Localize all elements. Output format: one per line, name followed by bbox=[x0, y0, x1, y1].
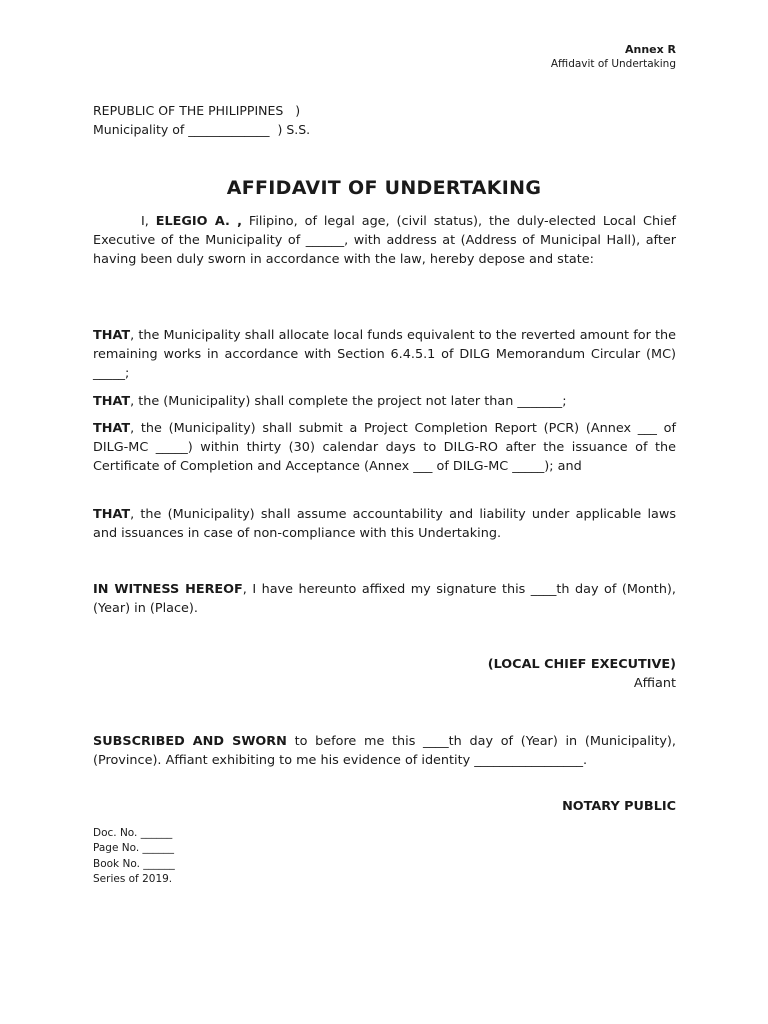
subscribed-text: to before me this ____th day of (Year) in (Municipality), (Province). Affiant exhibiting to me his evidence of identity _________________. bbox=[93, 734, 676, 768]
clause-3 bbox=[93, 420, 676, 476]
annex-header bbox=[551, 43, 676, 71]
witness-paragraph bbox=[93, 581, 676, 619]
series-year: Series of 2019. bbox=[93, 872, 173, 885]
affiant-role: Affiant bbox=[633, 675, 676, 691]
clause-4-lead: THAT bbox=[93, 507, 131, 522]
clause-4 bbox=[93, 506, 676, 544]
clause-4-text: , the (Municipality) shall assume accountability and liability under applicable laws and issuances in case of non-compliance with this Undertaking. bbox=[93, 507, 676, 541]
doc-number: Doc. No. ______ bbox=[93, 827, 173, 839]
venue-municipality-line: Municipality of _____________ ) S.S. bbox=[93, 121, 311, 137]
intro-paragraph bbox=[93, 213, 676, 269]
clause-2-text: , the (Municipality) shall complete the project not later than _______; bbox=[130, 394, 567, 409]
affiant-name-inline: ELEGIO A. , bbox=[155, 214, 243, 229]
affiant-signature-block bbox=[488, 656, 676, 694]
annex-label: Annex R bbox=[624, 43, 676, 56]
subscribed-lead: SUBSCRIBED AND SWORN bbox=[93, 734, 287, 749]
notary-public-label: NOTARY PUBLIC bbox=[562, 799, 676, 814]
clause-3-text: , the (Municipality) shall submit a Project Completion Report (PCR) (Annex ___ of DILG-MC _____) within thirty (30) calendar days to DILG-RO after the issuance of the Certificate of Completion and Acceptance (Annex ___ of DILG-MC _____); and bbox=[93, 421, 676, 474]
subscribed-paragraph bbox=[93, 733, 676, 771]
witness-text: , I have hereunto affixed my signature this ____th day of (Month), (Year) in (Place). bbox=[93, 582, 676, 616]
intro-text: Filipino, of legal age, (civil status), the duly-elected Local Chief Executive of the Municipality of ______, with address at (Address of Municipal Hall), after having been duly sworn in accordance with the law, hereby depose and state: bbox=[93, 214, 676, 267]
clause-1-text: , the Municipality shall allocate local funds equivalent to the reverted amount for the remaining works in accordance with Section 6.4.5.1 of DILG Memorandum Circular (MC) _____; bbox=[93, 328, 676, 381]
document-title: AFFIDAVIT OF UNDERTAKING bbox=[226, 177, 542, 199]
clause-1 bbox=[93, 327, 676, 383]
clause-1-lead: THAT bbox=[93, 328, 131, 343]
clause-2-lead: THAT bbox=[93, 394, 131, 409]
venue-block bbox=[93, 102, 310, 139]
affiant-title: (LOCAL CHIEF EXECUTIVE) bbox=[487, 657, 676, 672]
clause-2 bbox=[93, 393, 676, 412]
intro-prefix: I, bbox=[141, 214, 156, 229]
notarial-register-block bbox=[93, 826, 175, 887]
annex-subtitle: Affidavit of Undertaking bbox=[550, 58, 676, 70]
witness-lead: IN WITNESS HEREOF bbox=[93, 582, 243, 597]
book-number: Book No. ______ bbox=[93, 857, 175, 870]
clause-3-lead: THAT bbox=[93, 421, 131, 436]
page-number: Page No. ______ bbox=[93, 842, 175, 855]
venue-republic-line: REPUBLIC OF THE PHILIPPINES ) bbox=[93, 103, 301, 118]
